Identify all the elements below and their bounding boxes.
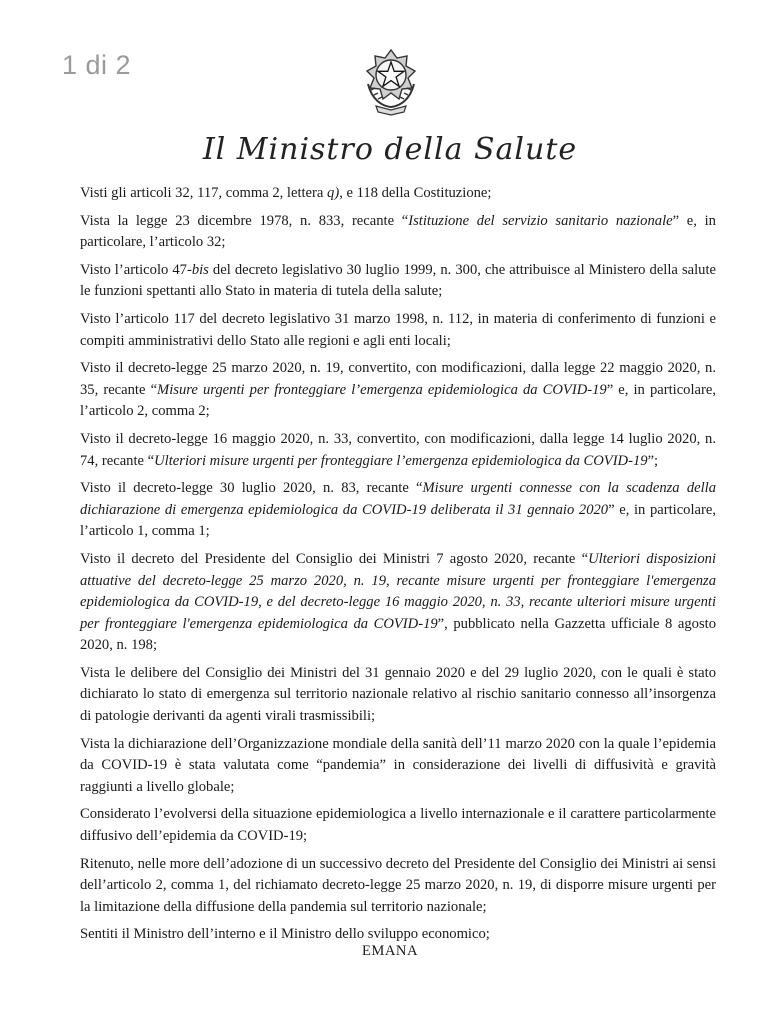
text-segment: Vista la legge 23 dicembre 1978, n. 833, recante “ bbox=[80, 212, 409, 229]
italian-republic-emblem-icon bbox=[362, 44, 420, 116]
document-paragraph bbox=[80, 211, 716, 254]
text-segment: Visto il decreto del Presidente del Consiglio dei Ministri 7 agosto 2020, recante “ bbox=[80, 550, 589, 567]
italic-text: Misure urgenti connesse con la scadenza della dichiarazione di emergenza epidemiologica da COVID-19 deliberata il 31 gennaio 2020 bbox=[80, 480, 717, 518]
document-paragraph bbox=[80, 260, 716, 303]
document-paragraph bbox=[80, 183, 716, 205]
italic-text: Istituzione del servizio sanitario nazionale bbox=[408, 212, 673, 229]
document-paragraph bbox=[80, 478, 716, 543]
document-body bbox=[80, 183, 716, 952]
text-segment: Visto il decreto-legge 16 maggio 2020, n. 33, convertito, con modificazioni, dalla legge 14 luglio 2020, n. 74, recante “ bbox=[80, 430, 716, 469]
document-paragraph bbox=[80, 663, 716, 728]
text-segment: Ritenuto, nelle more dell’adozione di un successivo decreto del Presidente del Consiglio dei Ministri ai sensi dell’articolo 2, comma 1, del richiamato decreto-legge 25 marzo 2020, n. 19, di disporre misure urgenti per la limitazione della diffusione della pandemia sul territorio nazionale; bbox=[80, 855, 716, 915]
text-segment: ”, pubblicato nella Gazzetta ufficiale 8 agosto 2020, n. 198; bbox=[80, 615, 716, 654]
text-segment: ” e, in particolare, l’articolo 2, comma 2; bbox=[80, 381, 716, 420]
text-segment: Visti gli articoli 32, 117, comma 2, lettera bbox=[80, 185, 328, 201]
italic-text: q) bbox=[327, 185, 340, 201]
text-segment: Visto il decreto-legge 25 marzo 2020, n. 19, convertito, con modificazioni, dalla legge 22 maggio 2020, n. 35, recante “ bbox=[80, 360, 716, 398]
italic-text: Misure urgenti per fronteggiare l’emergenza epidemiologica da COVID-19 bbox=[157, 381, 607, 398]
text-segment: , e 118 della Costituzione; bbox=[339, 185, 492, 201]
document-paragraph bbox=[80, 358, 716, 423]
document-paragraph bbox=[80, 854, 716, 919]
text-segment: Vista le delibere del Consiglio dei Ministri del 31 gennaio 2020 e del 29 luglio 2020, con le quali è stato dichiarato lo stato di emergenza sul territorio nazionale relativo al rischio sanitario connesso all’insorgenza di patologie derivanti da agenti virali trasmissibili; bbox=[80, 664, 716, 725]
document-paragraph bbox=[80, 804, 716, 847]
text-segment: Sentiti il Ministro dell’interno e il Ministro dello sviluppo economico; bbox=[80, 926, 490, 943]
text-segment: ”; bbox=[647, 452, 659, 469]
italic-text: Ulteriori misure urgenti per fronteggiare l’emergenza epidemiologica da COVID-19 bbox=[154, 452, 648, 469]
text-segment: ” e, in particolare, l’articolo 32; bbox=[80, 212, 716, 251]
emana-heading: EMANA bbox=[361, 943, 418, 959]
document-paragraph bbox=[80, 309, 716, 352]
text-segment: Visto l’articolo 47- bbox=[80, 261, 192, 278]
text-segment: del decreto legislativo 30 luglio 1999, n. 300, che attribuisce al Ministero della salute le funzioni spettanti allo Stato in materia di tutela della salute; bbox=[80, 261, 716, 300]
document-paragraph bbox=[80, 429, 716, 472]
text-segment: Visto il decreto-legge 30 luglio 2020, n. 83, recante “ bbox=[80, 480, 423, 497]
text-segment: ” e, in particolare, l’articolo 1, comma 1; bbox=[80, 501, 716, 540]
page-counter: 1 di 2 bbox=[62, 50, 132, 80]
text-segment: Considerato l’evolversi della situazione epidemiologica a livello internazionale e il carattere particolarmente diffusivo dell’epidemia da COVID-19; bbox=[80, 806, 716, 845]
text-segment: Visto l’articolo 117 del decreto legislativo 31 marzo 1998, n. 112, in materia di conferimento di funzioni e compiti amministrativi dello Stato alle regioni e agli enti locali; bbox=[80, 310, 716, 349]
italic-text: bis bbox=[191, 261, 209, 278]
text-segment: Vista la dichiarazione dell’Organizzazione mondiale della sanità dell’11 marzo 2020 con la quale l’epidemia da COVID-19 è stata valutata come “pandemia” in considerazione dei livelli di diffusività e gravità raggiunti a livello globale; bbox=[80, 735, 716, 795]
italic-text: Ulteriori disposizioni attuative del decreto-legge 25 marzo 2020, n. 19, recante misure urgenti per fronteggiare l'emergenza epidemiologica da COVID-19, e del decreto-legge 16 maggio 2020, n. 33, recante ulteriori misure urgenti per fronteggiare l'emergenza epidemiologica da COVID-19 bbox=[80, 550, 717, 632]
document-paragraph bbox=[80, 549, 716, 657]
ministry-title: Il Ministro della Salute bbox=[202, 132, 578, 167]
document-paragraph bbox=[80, 734, 716, 799]
